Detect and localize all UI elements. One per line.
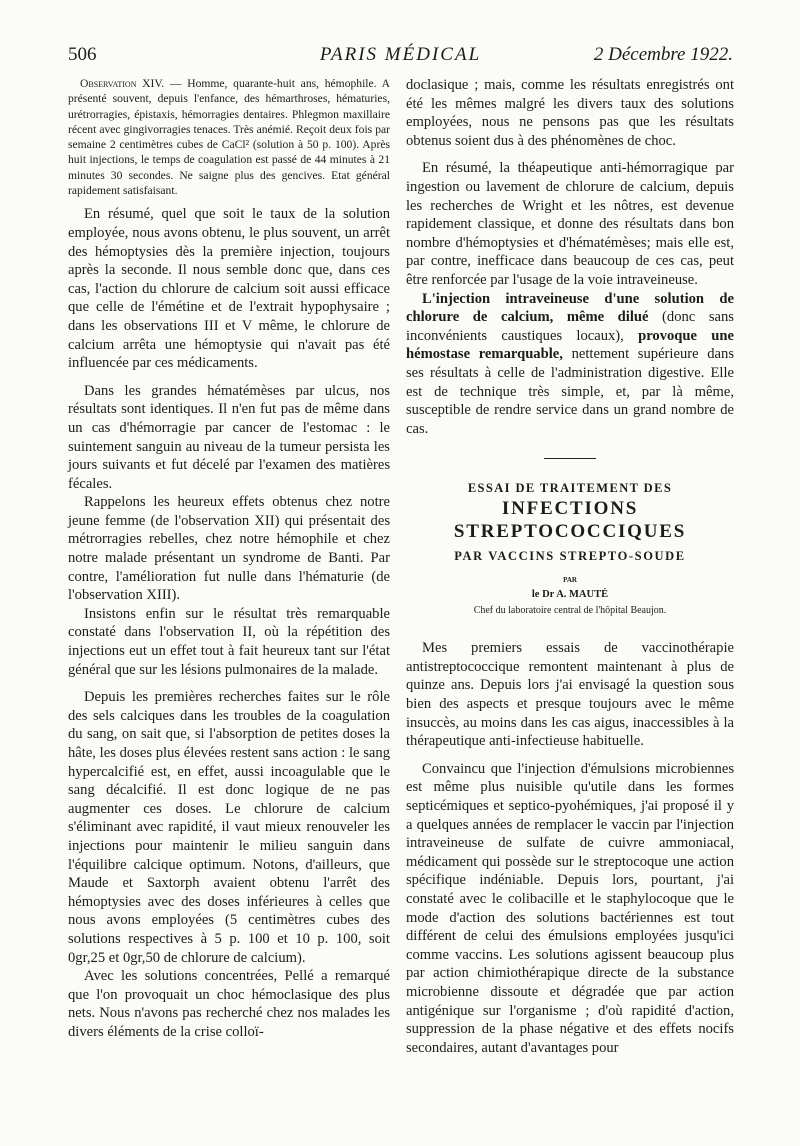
- issue-date: 2 Décembre 1922.: [593, 44, 733, 65]
- page-number: 506: [68, 44, 97, 65]
- article-heading: [406, 479, 734, 617]
- conclusion-normal-2: nettement supérieure dans ses résultats à celle de l'administration digestive. Elle est de technique très simple, et, par là même, susceptible de rendre service dans un grand nombre de cas.: [406, 346, 735, 437]
- conclusion-bold-1: L'injection intraveineuse d'une solution de chlorure de calcium, même dilué: [406, 290, 734, 326]
- right-continuation: doclasique ; mais, comme les résultats enregistrés ont été les mêmes malgré les divers taux des solutions employées, nous ne pensons pas que les résultats obtenus soient dus à des phénomènes de choc.: [406, 77, 734, 149]
- article-author: le Dr A. MAUTÉ: [531, 589, 609, 601]
- right-column: [406, 76, 734, 1057]
- article-title-line-1: ESSAI DE TRAITEMENT DES: [467, 481, 673, 496]
- observation-title: Observation XIV.: [80, 77, 165, 90]
- page-header: [68, 44, 733, 76]
- left-paragraph-1: En résumé, quel que soit le taux de la solution employée, nous avons obtenu, le plus souvent, un arrêt des hémoptysies dès la première injection, toujours après la seconde. Il nous semble donc que, dans ces cas, l'action du chlorure de calcium soit aussi efficace que celle de l'émétine et de l'extrait hypophysaire ; dans les observations III et V même, le chlorure de calcium arrêta une hémoptysie qui n'avait pas été influencée par ces médicaments.: [68, 206, 390, 372]
- article-title-line-2: INFECTIONS: [501, 498, 639, 520]
- right-paragraph-2: Convaincu que l'injection d'émulsions microbiennes est même plus nuisible qu'utile dans les formes septicémiques et septico-pyohémiques, j'ai proposé il y a quelques années de remplacer le vaccin par l'injection intraveineuse de sulfate de cuivre ammoniacal, médicament qui possède sur le streptocoque une action spécifique indéniable. Depuis lors, pourtant, j'ai constaté avec le colibacille et le staphylocoque que le mode d'action des solutions bactériennes est tout différent de celui des émulsions employées jusqu'ici comme vaccins. Les solutions agissent beaucoup plus par action chimiothérapique directe de la substance microbienne dissoute et dégradée que par action antigénique sur l'organisme ; d'où rapidité d'action, suppression de la phase négative et des effets nocifs secondaires, autant d'avantages pour: [406, 760, 734, 1056]
- right-paragraph-1: Mes premiers essais de vaccinothérapie antistreptococcique remontent maintenant à plus de quinze ans. Depuis lors j'ai envisagé la question sous bien des aspects et presque toujours avec le même insuccès, au moins dans les cas aigus, inaccessibles à la thérapeutique anti-infectieuse habituelle.: [406, 640, 734, 750]
- left-paragraph-6: Avec les solutions concentrées, Pellé a remarqué que l'on provoquait un choc hémoclasique des plus nets. Nous n'avons pas recherché chez nos malades les divers éléments de la crise colloï-: [68, 968, 390, 1040]
- left-paragraph-2: Dans les grandes hématémèses par ulcus, nos résultats sont identiques. Il n'en fut pas de même dans un cas d'hémorragie par cancer de l'estomac : le suintement sanguin au niveau de la tumeur persista les jours suivants et fut décelé par l'examen des matières fécales.: [68, 382, 390, 492]
- right-conclusion: [406, 290, 734, 439]
- observation-xiv: [68, 76, 390, 198]
- left-paragraph-5: Depuis les premières recherches faites sur le rôle des sels calciques dans les troubles de la coagulation du sang, on sait que, si l'absorption de petites doses la hâte, les doses plus élevées restent sans action : le sang hypercalcifié est, en effet, aussi incoagulable que le sang décalcifié. Il est donc logique de ne pas augmenter ces doses. Le chlorure de calcium s'éliminant avec rapidité, il vaut mieux renouveler les injections pour maintenir le milieu sanguin dans l'équilibre calcique optimum. Notons, d'ailleurs, que Maude et Saxtorph avaient obtenu l'arrêt des hémoptysies avec des doses inférieures à celles que nous avons employées (5 centimètres cubes des solutions respectives à 5 p. 100 et 10 p. 100, soit 0gr,25 et 0gr,50 de chlorure de calcium).: [68, 689, 390, 966]
- left-paragraph-3: Rappelons les heureux effets obtenus chez notre jeune femme (de l'observation XII) qui présentait des métrorragies rebelles, chez notre hémophile et chez notre malade présentant un syndrome de Banti. Par contre, l'amélioration fut nulle dans l'hématurie (de l'observation XIII).: [68, 494, 390, 604]
- article-title-line-4: PAR VACCINS STREPTO-SOUDE: [454, 549, 686, 564]
- article-by: PAR: [563, 576, 577, 585]
- journal-title: PARIS MÉDICAL: [319, 44, 482, 65]
- observation-text: — Homme, quarante-huit ans, hémophile. A présenté souvent, depuis l'enfance, des hémarthroses, hématuries, urétrorragies, épistaxis, hémorragies dentaires. Phlegmon maxillaire récent avec gingivorragies tenaces. Très anémié. Reçoit deux fois par semaine 2 centimètres cubes de CaCl² (solution à 50 p. 100). Après huit injections, le temps de coagulation est passé de 44 minutes à 21 minutes 30 secondes. Ne saigne plus des gencives. Etat général rapidement satisfaisant.: [68, 77, 391, 198]
- right-resume-paragraph: En résumé, la théapeutique anti-hémorragique par ingestion ou lavement de chlorure de calcium, depuis les recherches de Wright et les nôtres, est devenue rapidement classique, et donne des résultats dans bon nombre d'hémoptysies et d'hématémèses; mais elle est, par contre, inefficace dans beaucoup de ces cas, peut être renforcée par l'usage de la voie intraveineuse.: [406, 160, 734, 288]
- article-title-line-3: STREPTOCOCCIQUES: [453, 521, 687, 543]
- conclusion-bold-2: provoque une hémostase remarquable,: [406, 327, 734, 363]
- left-column: [68, 76, 390, 1042]
- left-paragraph-4: Insistons enfin sur le résultat très remarquable constaté dans l'observation II, où la répétition des injections eut un effet tout à fait heureux tant sur l'état général que sur les lésions pulmonaires de la malade.: [68, 605, 390, 678]
- section-divider: [544, 458, 596, 459]
- article-affiliation: Chef du laboratoire central de l'hôpital Beaujon.: [473, 605, 667, 617]
- conclusion-normal-1: (donc sans inconvénients caustiques locaux),: [406, 309, 734, 344]
